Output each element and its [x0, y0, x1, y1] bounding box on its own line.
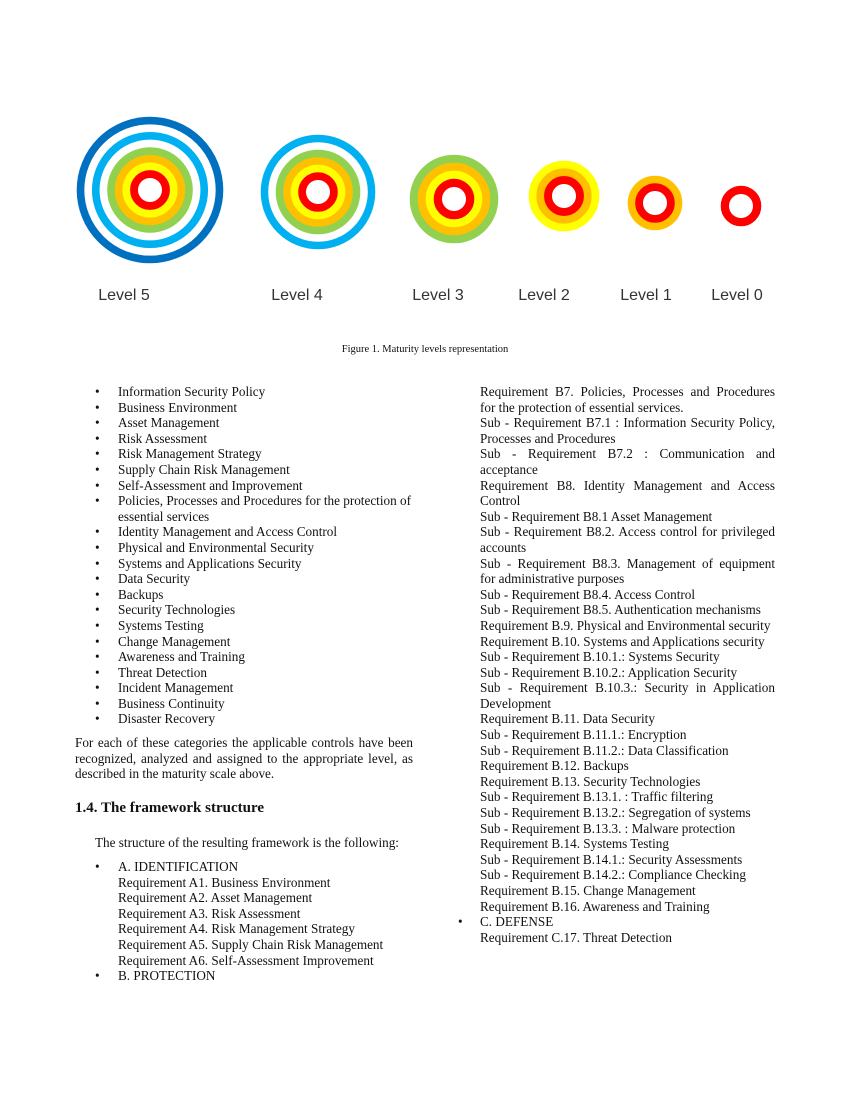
category-item: • Information Security Policy	[75, 384, 413, 400]
sub-requirement-item: Sub - Requirement B.14.2.: Compliance Checking	[480, 867, 746, 883]
ring-center	[306, 180, 330, 204]
level-label: Level 4	[271, 287, 323, 304]
category-item: • Threat Detection	[75, 665, 413, 681]
categories-paragraph: For each of these categories the applicable controls have been recognized, analyzed and assigned to the appropriate level, as described in the maturity scale above.	[75, 735, 413, 782]
right-column	[458, 384, 775, 945]
category-item: • Disaster Recovery	[75, 711, 413, 727]
level-label: Level 5	[98, 287, 150, 304]
level-label: Level 3	[412, 287, 464, 304]
figure-caption: Figure 1. Maturity levels representation	[341, 344, 509, 355]
requirement-item: Requirement C.17. Threat Detection	[480, 929, 673, 945]
sub-requirement-item: Sub - Requirement B8.1 Asset Management	[480, 508, 713, 524]
ring-center	[552, 184, 576, 208]
sub-requirement-item: Sub - Requirement B.13.3. : Malware protection	[480, 820, 736, 836]
sub-requirement-item: Sub - Requirement B8.5. Authentication mechanisms	[480, 602, 761, 618]
category-item: • Risk Management Strategy	[75, 446, 413, 462]
structure-section	[75, 859, 413, 968]
category-item: • Identity Management and Access Control	[75, 524, 413, 540]
requirement-item: Requirement B.16. Awareness and Training	[480, 898, 710, 914]
sub-requirement-item: Sub - Requirement B.11.2.: Data Classification	[480, 742, 729, 758]
level-label: Level 2	[518, 287, 570, 304]
level-label: Level 0	[711, 287, 763, 304]
requirement-item: Requirement A5. Supply Chain Risk Management	[118, 937, 384, 952]
left-column	[75, 384, 413, 984]
sub-requirement-item: Sub - Requirement B.13.1. : Traffic filtering	[480, 789, 714, 805]
requirement-item: Requirement B.12. Backups	[480, 758, 629, 774]
category-item: • Incident Management	[75, 680, 413, 696]
level-0-rings	[725, 190, 757, 222]
sub-requirement-item: Sub - Requirement B.10.3.: Security in Application Development	[480, 680, 775, 711]
ring-center	[643, 191, 667, 215]
level-3-rings	[414, 159, 494, 239]
requirement-item: Requirement B.15. Change Management	[480, 883, 696, 898]
requirement-item: Requirement A3. Risk Assessment	[118, 905, 301, 921]
section-heading: 1.4. The framework structure	[75, 799, 264, 816]
requirement-item: Requirement A6. Self-Assessment Improvement	[118, 952, 374, 968]
category-item: • Awareness and Training	[75, 649, 413, 665]
requirement-item: Requirement A4. Risk Management Strategy	[118, 921, 355, 937]
protection-requirements	[480, 384, 775, 914]
category-item: • Business Continuity	[75, 696, 413, 712]
ring-center	[729, 194, 753, 218]
sub-requirement-item: Sub - Requirement B.13.2.: Segregation of systems	[480, 805, 751, 821]
structure-list	[75, 859, 413, 984]
level-label: Level 1	[620, 287, 672, 304]
category-item: • Systems Testing	[75, 618, 413, 634]
category-item: • Policies, Processes and Procedures for the protection of essential services	[75, 493, 413, 524]
level-2-rings	[533, 165, 595, 227]
requirement-item: Requirement B.14. Systems Testing	[480, 836, 669, 852]
defense-title: C. DEFENSE	[480, 914, 554, 930]
level-4-rings	[265, 139, 372, 246]
ring-center	[442, 187, 466, 211]
categories-list	[75, 384, 413, 727]
bullet-dot: •	[458, 914, 463, 930]
ring-center	[138, 178, 162, 202]
sub-requirement-item: Sub - Requirement B7.2 : Communication and acceptance	[480, 446, 775, 477]
requirement-item: Requirement B.9. Physical and Environmental security	[480, 617, 771, 633]
requirement-item: Requirement A1. Business Environment	[118, 874, 331, 890]
category-item: • Business Environment	[75, 400, 413, 416]
category-item: • Supply Chain Risk Management	[75, 462, 413, 478]
structure-section-title: • B. PROTECTION	[118, 968, 216, 984]
requirement-item: Requirement A2. Asset Management	[118, 890, 313, 906]
sub-requirement-item: Sub - Requirement B.10.2.: Application Security	[480, 664, 738, 680]
category-item: • Systems and Applications Security	[75, 556, 413, 572]
defense-items	[480, 930, 775, 946]
defense-section	[458, 914, 775, 945]
sub-requirement-item: Sub - Requirement B7.1 : Information Security Policy, Processes and Procedures	[480, 415, 775, 446]
sub-requirement-item: Sub - Requirement B8.2. Access control for privileged accounts	[480, 524, 775, 555]
category-item: • Security Technologies	[75, 602, 413, 618]
category-item: • Backups	[75, 587, 413, 603]
category-item: • Change Management	[75, 634, 413, 650]
sub-requirement-item: Sub - Requirement B8.4. Access Control	[480, 586, 696, 602]
level-1-rings	[632, 180, 679, 227]
requirement-item: Requirement B.13. Security Technologies	[480, 773, 701, 789]
sub-requirement-item: Sub - Requirement B.14.1.: Security Assessments	[480, 851, 743, 867]
structure-section-title: • A. IDENTIFICATION	[118, 859, 239, 875]
requirement-item: Requirement B.11. Data Security	[480, 711, 655, 727]
category-item: • Physical and Environmental Security	[75, 540, 413, 556]
category-item: • Asset Management	[75, 415, 413, 431]
sub-requirement-item: Sub - Requirement B.10.1.: Systems Security	[480, 649, 720, 665]
sub-requirement-item: Sub - Requirement B.11.1.: Encryption	[480, 727, 687, 743]
category-item: • Data Security	[75, 571, 413, 587]
category-item: • Self-Assessment and Improvement	[75, 478, 413, 494]
category-item: • Risk Assessment	[75, 431, 413, 447]
structure-intro: The structure of the resulting framework is the following:	[95, 835, 399, 851]
maturity-levels-figure	[0, 100, 850, 280]
requirement-item: Requirement B8. Identity Management and Access Control	[480, 477, 775, 509]
level-5-rings	[81, 121, 219, 259]
structure-section	[75, 968, 413, 984]
sub-requirement-item: Sub - Requirement B8.3. Management of equipment for administrative purposes	[480, 555, 775, 587]
requirement-item: Requirement B7. Policies, Processes and Procedures for the protection of essential services.	[480, 384, 775, 415]
requirement-item: Requirement B.10. Systems and Applications security	[480, 633, 765, 649]
